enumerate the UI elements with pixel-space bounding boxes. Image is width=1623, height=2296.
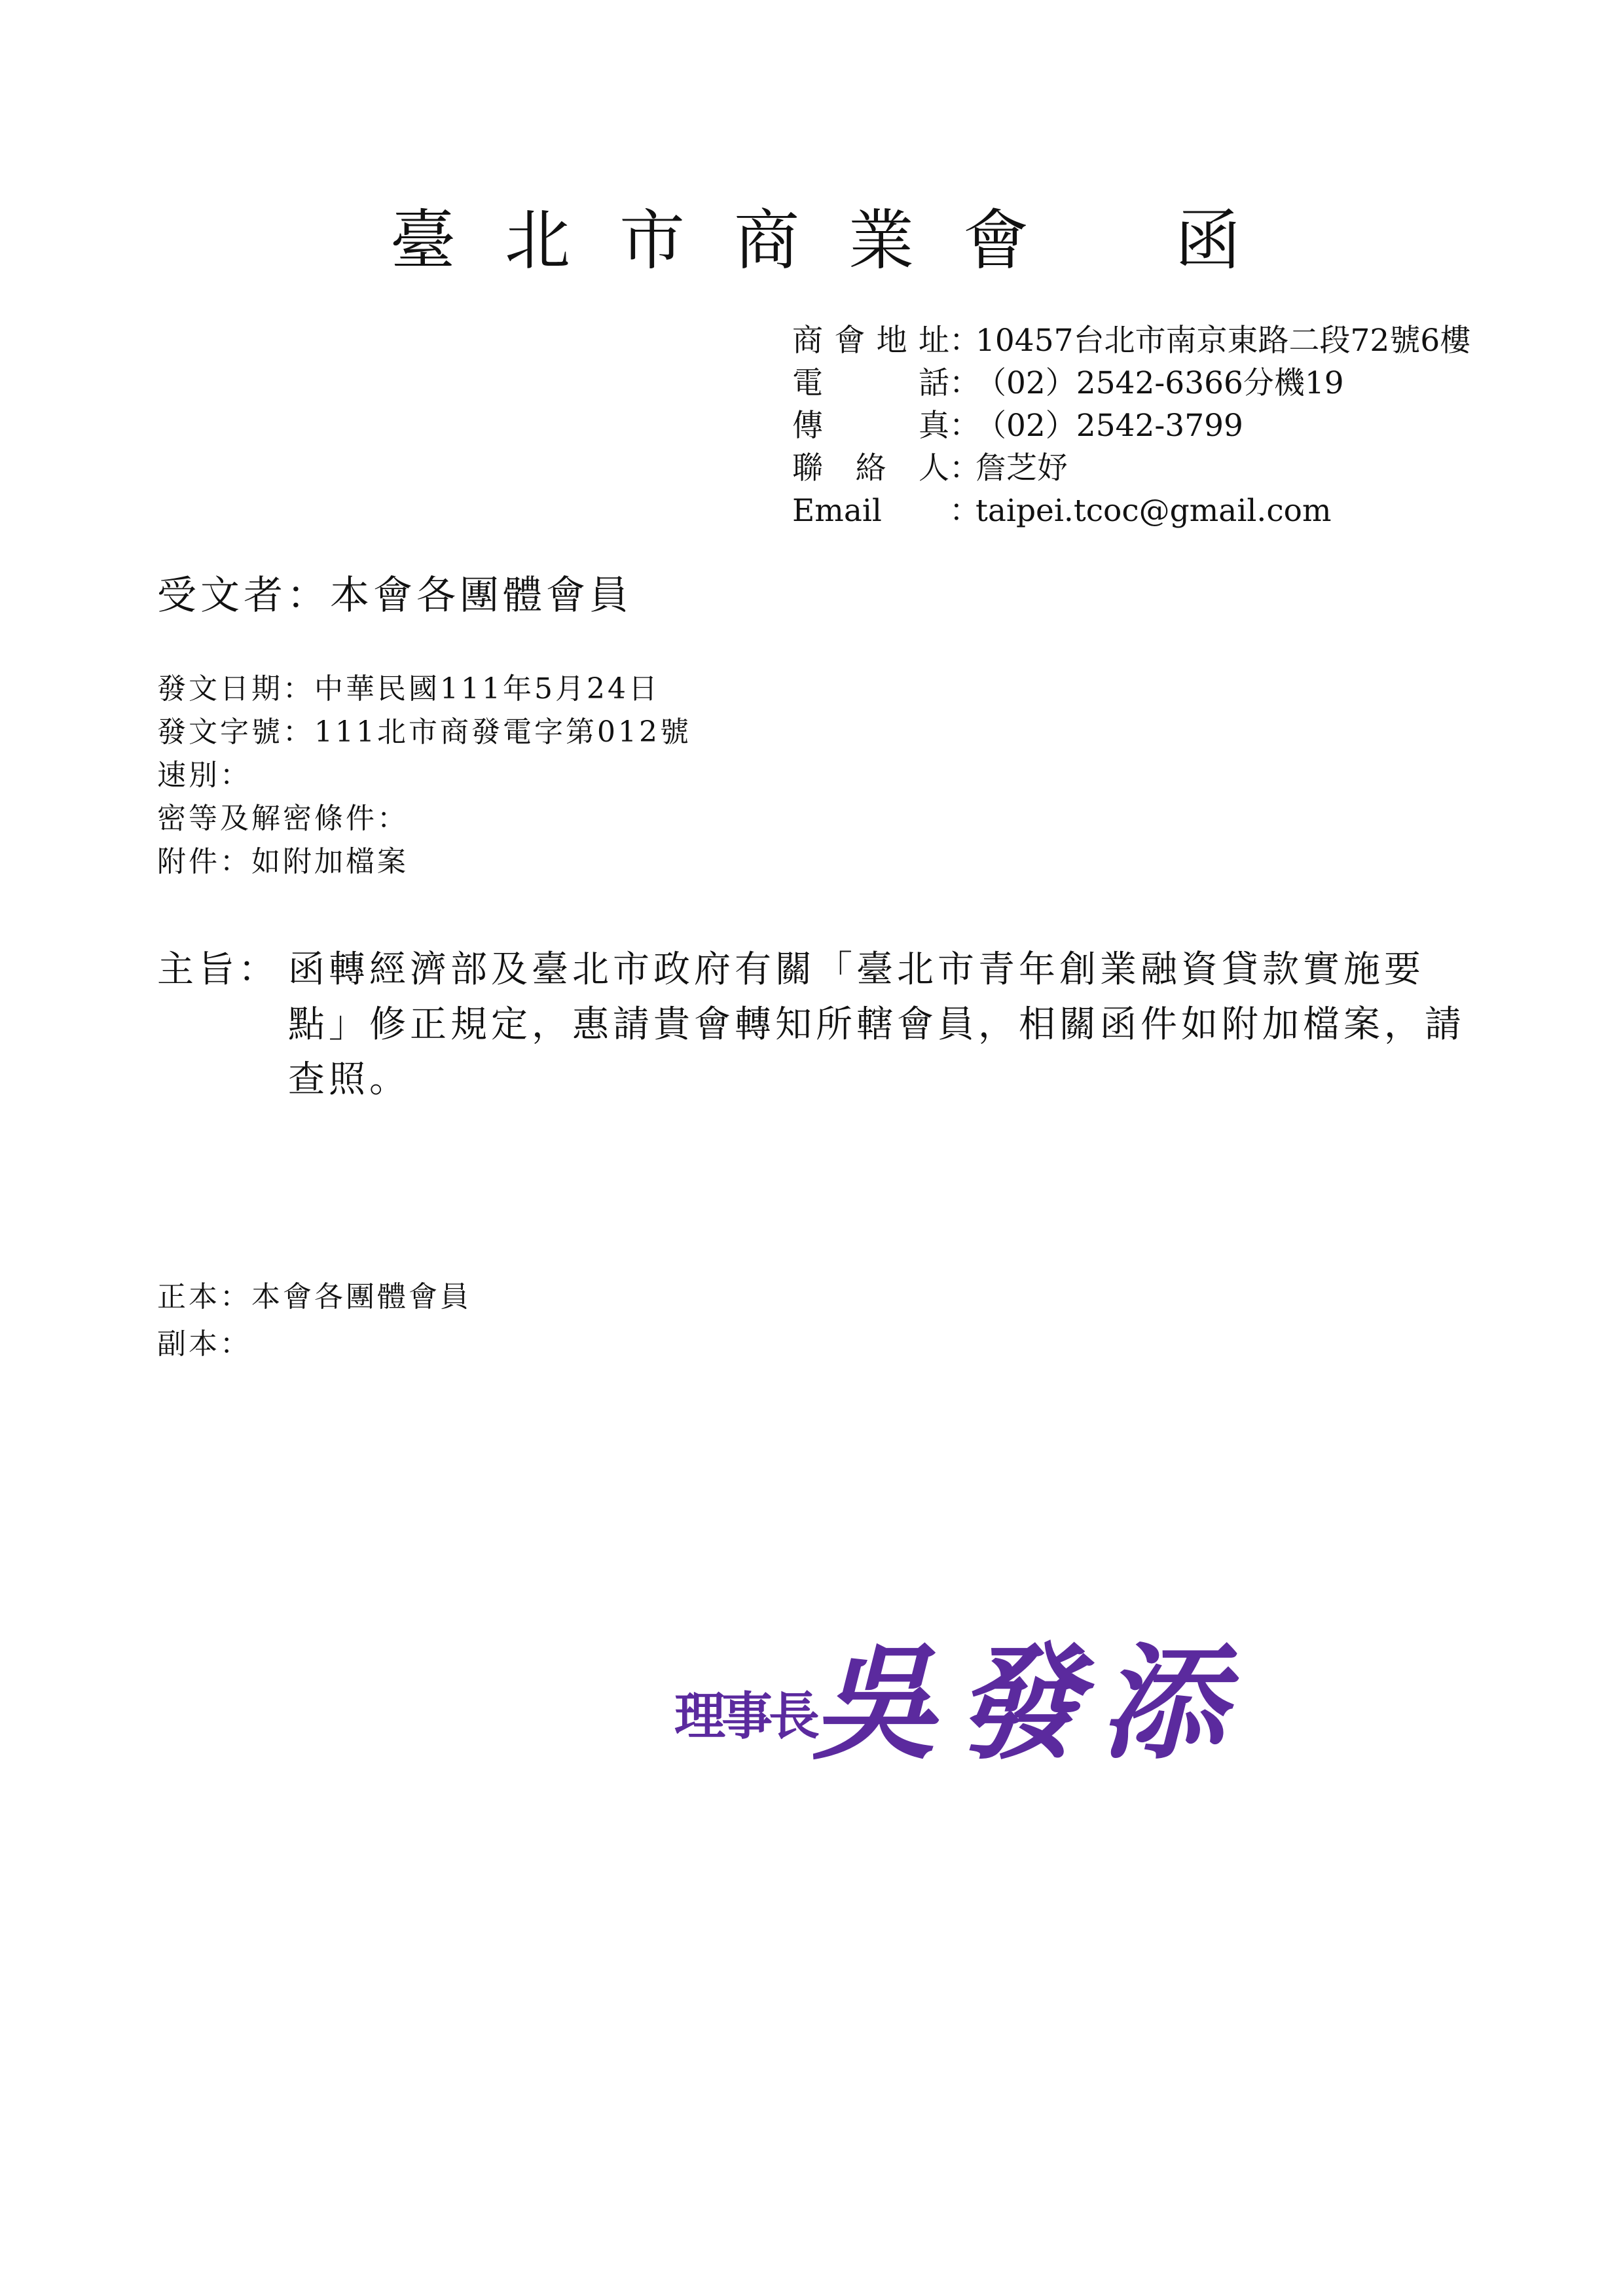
copy-recipients: 副本： — [157, 1327, 251, 1361]
contact-phone — [792, 362, 1470, 404]
contact-address — [792, 319, 1470, 362]
contact-label: 傳真 — [792, 408, 949, 444]
document-number: 發文字號：111北市商發電字第012號 — [157, 715, 691, 749]
contact-value: 詹芝妤 — [976, 450, 1068, 486]
contact-value: taipei.tcoc@gmail.com — [976, 493, 1332, 529]
contact-email — [792, 490, 1470, 532]
original-recipients: 正本：本會各團體會員 — [157, 1280, 471, 1314]
signature-name: 吳發添 — [812, 1630, 1245, 1776]
contact-sep: ： — [949, 365, 980, 401]
contact-sep: ： — [949, 493, 980, 529]
contact-sep: ： — [949, 323, 980, 359]
issue-date: 發文日期：中華民國111年5月24日 — [157, 672, 660, 706]
urgency: 速別： — [157, 759, 251, 792]
contact-value: 10457台北市南京東路二段72號6樓 — [976, 323, 1471, 359]
contact-value: （02）2542-3799 — [976, 408, 1243, 444]
contact-sep: ： — [949, 450, 980, 486]
distribution-block — [157, 1274, 471, 1368]
contact-value: （02）2542-6366分機19 — [976, 365, 1344, 401]
contact-block — [792, 319, 1470, 532]
contact-person — [792, 447, 1470, 490]
attachment: 附件：如附加檔案 — [157, 845, 409, 878]
subject-block — [157, 942, 1493, 1107]
contact-sep: ： — [949, 408, 980, 444]
document-meta — [157, 668, 691, 884]
page-title: 臺北市商業會 — [390, 202, 1078, 279]
secrecy-level: 密等及解密條件： — [157, 802, 409, 835]
recipient: 受文者：本會各團體會員 — [157, 573, 632, 619]
subject-label: 主旨： — [157, 948, 279, 991]
signature-title: 理事長 — [674, 1687, 816, 1746]
contact-label: 電話 — [792, 365, 949, 401]
contact-label: 聯絡人 — [792, 450, 949, 486]
contact-label: 商會地址 — [792, 323, 949, 359]
contact-fax — [792, 404, 1470, 447]
subject-text: 函轉經濟部及臺北市政府有關「臺北市青年創業融資貸款實施要點」修正規定，惠請貴會轉知所轄會員，相關函件如附加檔案，請查照。 — [288, 948, 1465, 1101]
chairman-signature-stamp — [668, 1630, 1283, 1787]
contact-label: Email — [792, 493, 882, 529]
document-type: 函 — [1175, 202, 1241, 279]
